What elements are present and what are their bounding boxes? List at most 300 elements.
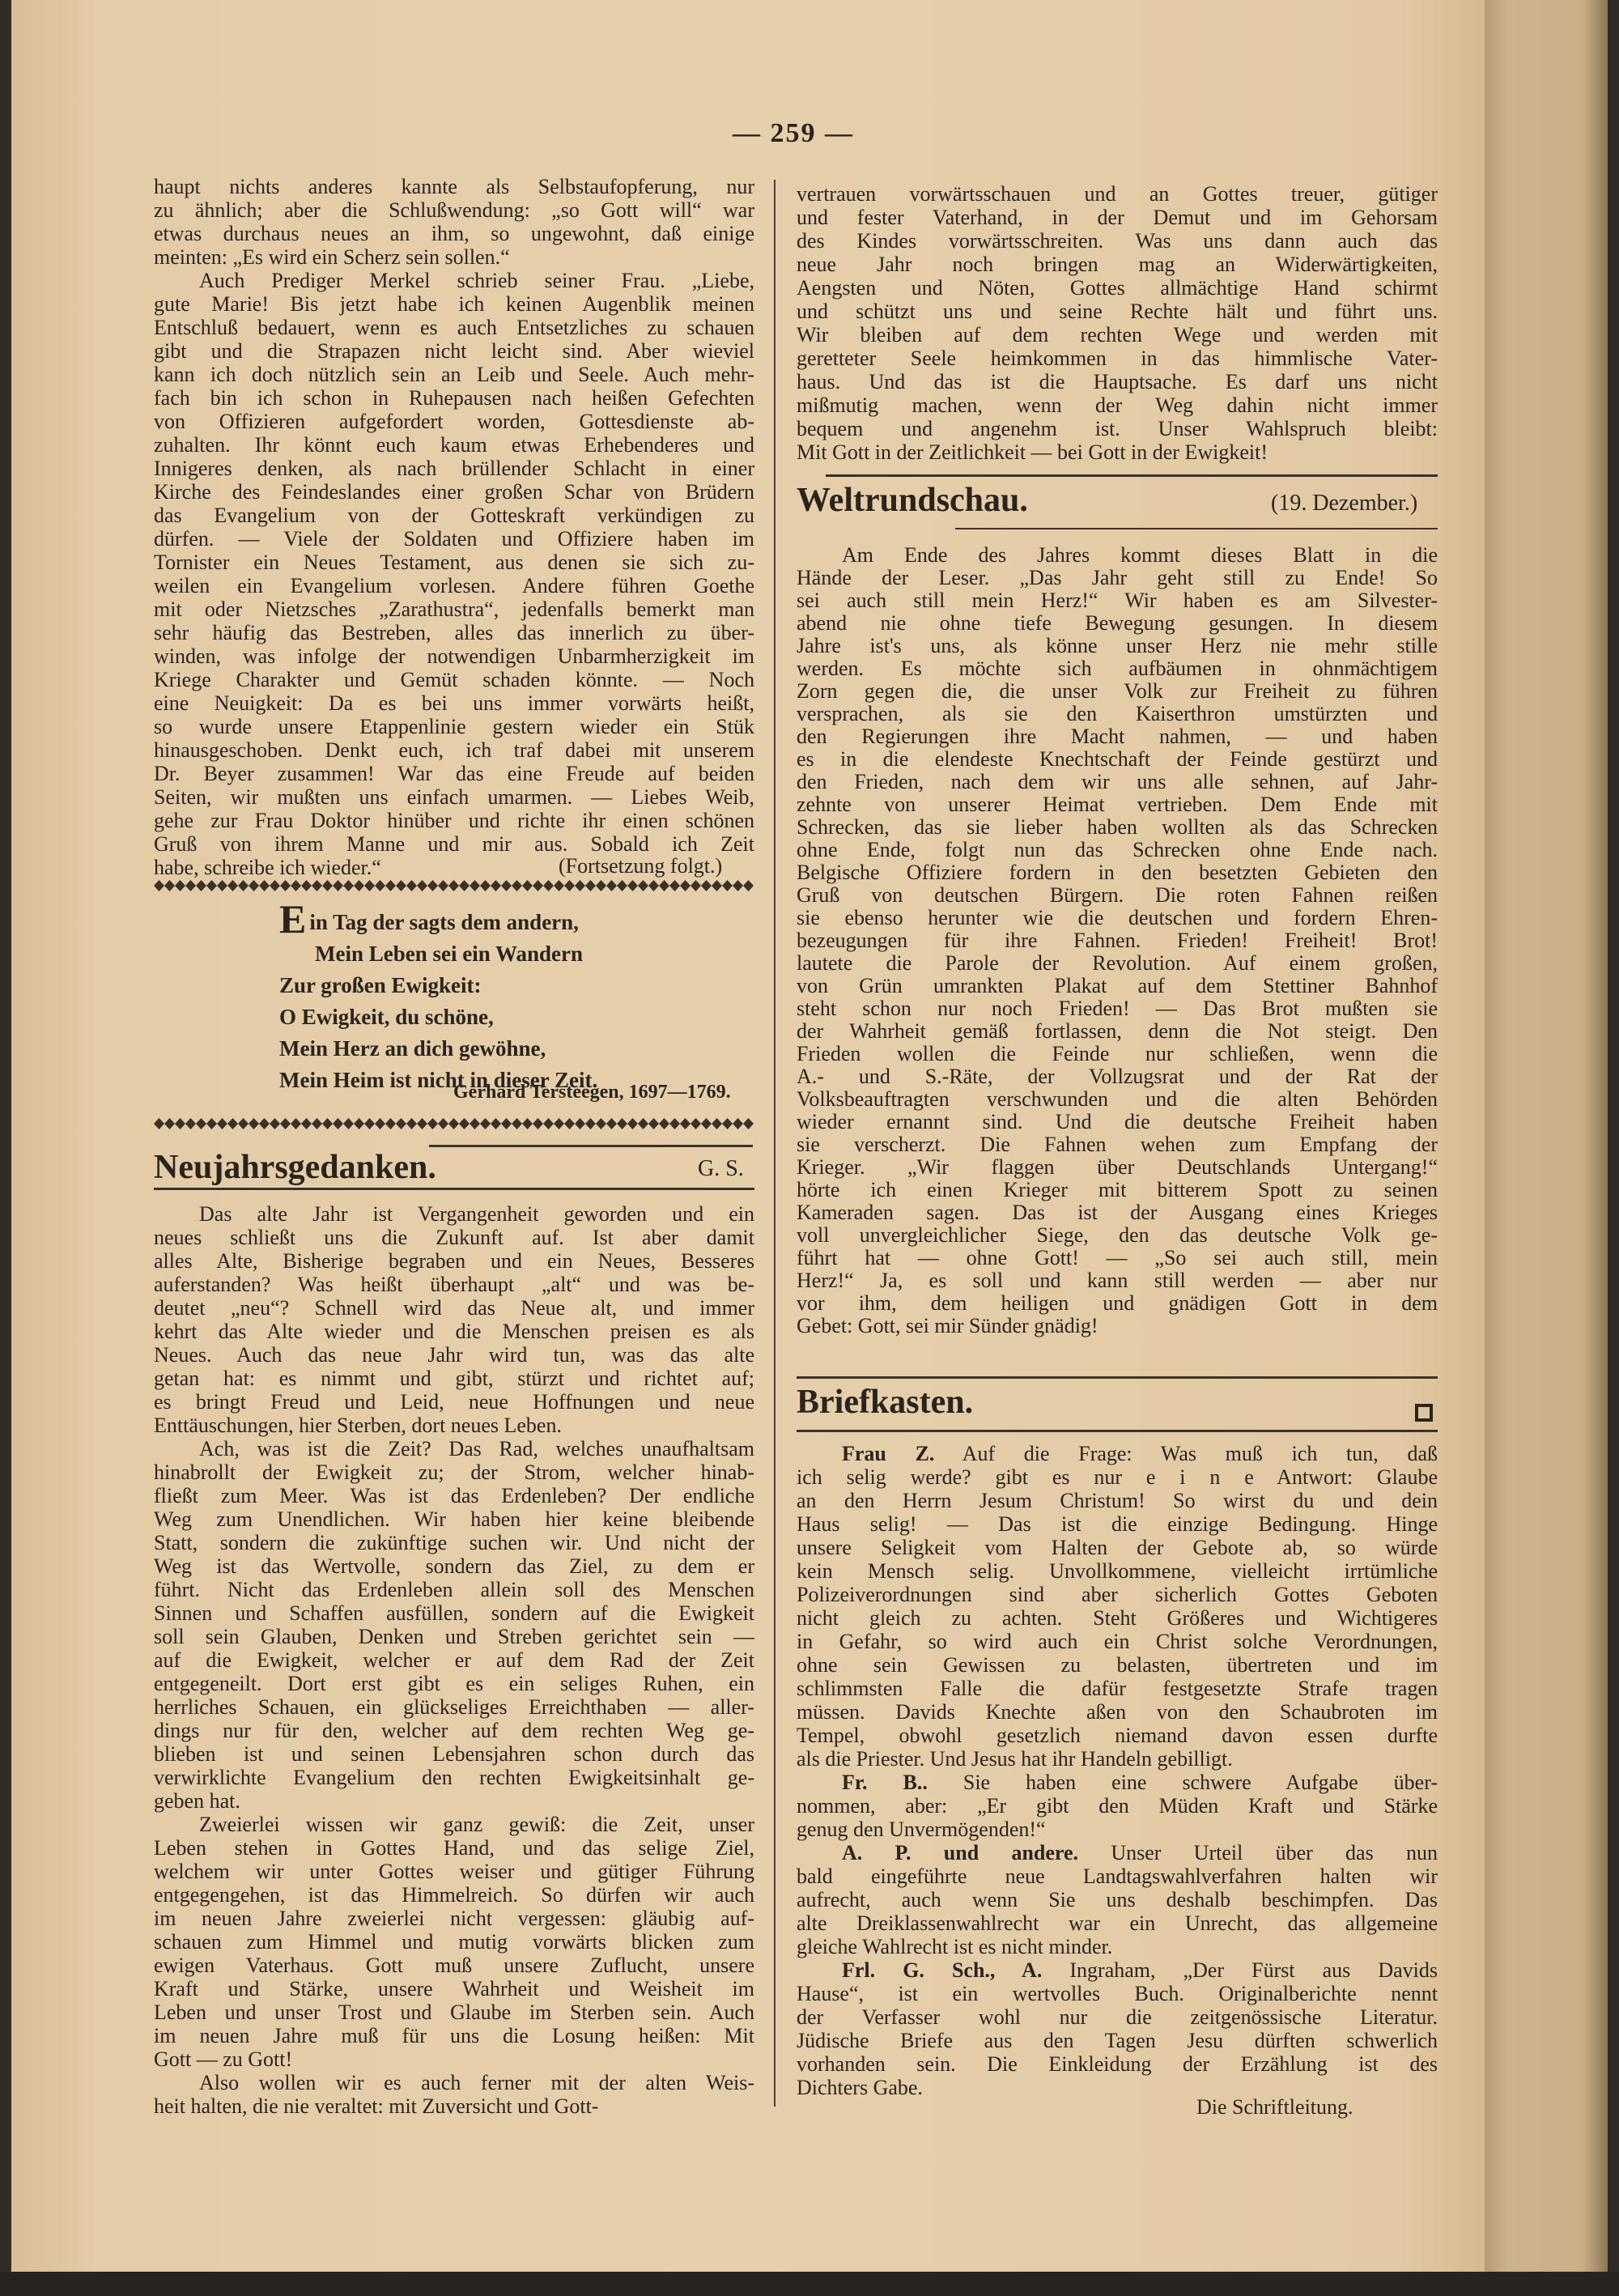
serial-continuation [154, 175, 754, 879]
diamond-ornament [364, 1118, 375, 1129]
text-line: im neuen Jahre zweierlei nicht vergessen: gläubig auf- [154, 1907, 754, 1930]
diamond-ornament [533, 1118, 543, 1129]
text-line: Zorn gegen die, die unser Volk zur Freiheit zu führen [797, 679, 1438, 703]
diamond-ornament [512, 1118, 522, 1129]
diamond-ornament [164, 1118, 175, 1129]
diamond-ornament [733, 880, 743, 891]
text-line: zuhalten. Ihr könnt euch kaum etwas Erhebenderes und [154, 433, 754, 457]
text-line: Haus selig! — Das ist die einzige Bedingung. Hinge [797, 1512, 1438, 1536]
diamond-ornament [396, 1118, 406, 1129]
text-line: getan hat: es nimmt und gibt, stürzt und richtet auf; [154, 1367, 754, 1390]
letter-recipient: A. P. und andere. [842, 1841, 1079, 1864]
diamond-ornament [733, 1118, 743, 1129]
text-line: gute Marie! Bis jetzt habe ich keinen Augenblik meinen [154, 292, 754, 316]
text-line: vorhanden sein. Die Einkleidung der Erzählung ist des [797, 2052, 1438, 2076]
text-line: ohne Ende, folgt nun das Schrecken ohne Ende nach. [797, 838, 1438, 861]
text-line: verwirklichte Evangelium den rechten Ewigkeitsinhalt ge- [154, 1766, 754, 1789]
text-line: winden, was infolge der notwendigen Unbarmherzigkeit im [154, 644, 754, 668]
scan-background [0, 2272, 1619, 2296]
text-line: der Verfasser wohl nur die zeitgenössische Literatur. [797, 2005, 1438, 2029]
poem-line: Mein Herz an dich gewöhne, [279, 1036, 546, 1061]
text-line: den Frieden, nach dem wir uns alle sehnen, auf Jahr- [797, 770, 1438, 793]
text-line: Sinnen und Schaffen ausfüllen, sondern auf die Ewigkeit [154, 1601, 754, 1625]
text-line: als die Priester. Und Jesus hat ihr Handeln gebilligt. [797, 1747, 1233, 1771]
diamond-ornament [512, 880, 522, 891]
diamond-ornament [659, 1118, 669, 1129]
text-line: Krieger. „Wir flaggen über Deutschlands Untergang!“ [797, 1155, 1438, 1179]
letter-recipient: Frl. G. Sch., A. [842, 1958, 1043, 1982]
diamond-ornament [564, 1118, 575, 1129]
diamond-ornament [638, 1118, 648, 1129]
diamond-ornament [385, 1118, 396, 1129]
diamond-ornament [712, 880, 722, 891]
column-divider [774, 180, 776, 2107]
text-line: heit halten, die nie veraltet: mit Zuversicht und Gott- [154, 2094, 599, 2118]
text-line: Herz!“ Ja, es soll und kann still werden — aber nur [797, 1269, 1438, 1292]
diamond-ornament [238, 880, 249, 891]
text-line: dings nur für den, welcher auf dem rechten Weg ge- [154, 1719, 754, 1742]
text-line: führt. Nicht das Erdenleben allein soll des Menschen [154, 1578, 754, 1601]
diamond-ornament [364, 880, 375, 891]
text-line: abend nie ohne tiefe Bewegung gesungen. In diesem [797, 611, 1438, 635]
diamond-ornament [564, 880, 575, 891]
diamond-ornament [427, 880, 438, 891]
diamond-ornament [648, 1118, 659, 1129]
text-line: an den Herrn Jesum Christum! So wirst du und dein [797, 1489, 1438, 1512]
diamond-ornament [691, 1118, 701, 1129]
diamond-ornament [291, 880, 301, 891]
diamond-ornament [701, 880, 712, 891]
text-line: Leben und unser Trost und Glaube im Sterben sein. Auch [154, 2000, 754, 2024]
text-line: vertrauen vorwärtsschauen und an Gottes treuer, gütiger [797, 182, 1438, 206]
text-line: meinten: „Es wird ein Scherz sein sollen.“ [154, 245, 510, 269]
diamond-ornament [227, 880, 238, 891]
poem-line: Mein Heim ist nicht in dieser Zeit. [279, 1068, 598, 1092]
diamond-ornament [585, 1118, 596, 1129]
section-rule [797, 1376, 1438, 1379]
diamond-ornament [406, 880, 417, 891]
diamond-ornament [238, 1118, 249, 1129]
text-line: fach bin ich schon in Ruhepausen nach heißen Gefechten [154, 386, 754, 410]
text-line: Jahre ist's uns, als könne unser Herz nie mehr stille [797, 634, 1438, 657]
text-line: Tempel, obwohl gesetzlich niemand davon essen durfte [797, 1724, 1438, 1747]
text-line: Neues. Auch das neue Jahr wird tun, was das alte [154, 1343, 754, 1367]
poem-line: O Ewigkeit, du schöne, [279, 1005, 494, 1029]
text-line: Auch Prediger Merkel schrieb seiner Frau. „Liebe, [199, 269, 754, 292]
text-line: nommen, aber: „Er gibt den Müden Kraft und Stärke [797, 1794, 1438, 1818]
text-line: neues schließt uns die Zukunft auf. Ist aber damit [154, 1226, 754, 1249]
diamond-ornament [680, 1118, 691, 1129]
diamond-ornament [322, 1118, 333, 1129]
text-line: kein Mensch selig. Unvollkommene, vielleicht irrtümliche [797, 1559, 1438, 1583]
diamond-ornament [206, 1118, 217, 1129]
text-line: Seiten, wir mußten uns einfach umarmen. — Liebes Weib, [154, 785, 754, 809]
text-line: etwas durchaus neues an ihm, so ungewohnt, daß einige [154, 222, 754, 245]
diamond-ornament [617, 1118, 627, 1129]
diamond-ornament [343, 880, 354, 891]
text-line [797, 1841, 1438, 1864]
text-line: müssen. Davids Knechte aßen von den Schaubroten im [797, 1700, 1438, 1724]
text-line: Entschluß bedauert, wenn es auch Entsetzliches zu schauen [154, 316, 754, 339]
diamond-ornament [691, 880, 701, 891]
diamond-ornament [280, 1118, 291, 1129]
diamond-ornament [280, 880, 291, 891]
diamond-ornament [154, 880, 164, 891]
text-line: Weg ist das Wertvolle, sondern das Ziel, zu dem er [154, 1554, 754, 1578]
diamond-ornament [470, 880, 480, 891]
diamond-ornament [185, 1118, 196, 1129]
diamond-ornament [617, 880, 627, 891]
text-line: Jüdische Briefe aus den Tagen Jesu dürften schwerlich [797, 2029, 1438, 2052]
text-line-content: Auf die Frage: Was muß ich tun, daß [962, 1442, 1438, 1465]
section-date: (19. Dezember.) [1271, 491, 1418, 516]
text-line: von Offizieren aufgefordert worden, Gottesdienste ab- [154, 410, 754, 433]
section-rule [826, 474, 1438, 477]
text-line: Volksbeauftragten verschwunden und die alten Behörden [797, 1087, 1438, 1111]
diamond-ornament [217, 1118, 227, 1129]
diamond-ornament [175, 1118, 185, 1129]
text-line: vor ihm, dem heiligen und gnädigen Gott in dem [797, 1291, 1438, 1315]
text-line: herrliches Schauen, ein glückseliges Erreichthaben — aller- [154, 1695, 754, 1719]
text-line: ohne sein Gewissen zu belasten, übertreten und im [797, 1653, 1438, 1677]
text-line: bezeugungen für ihre Fahnen. Frieden! Freiheit! Brot! [797, 929, 1438, 952]
text-line: neue Jahr noch bringen mag an Widerwärtigkeiten, [797, 253, 1438, 276]
text-line: mit oder Nietzsches „Zarathustra“, jedenfalls bemerkt man [154, 597, 754, 621]
text-line: schlimmsten Falle die dafür festgesetzte Strafe tragen [797, 1677, 1438, 1700]
diamond-ornament [312, 880, 322, 891]
diamond-ornament [575, 1118, 585, 1129]
diamond-ornament [164, 880, 175, 891]
text-line: gleiche Wahlrecht ist es nicht minder. [797, 1935, 1113, 1958]
text-line: sei auch still mein Herz!“ Wir haben es am Silvester- [797, 589, 1438, 612]
diamond-ornament [648, 880, 659, 891]
text-line: es in die elendeste Knechtschaft der Feinde gestürzt und [797, 747, 1438, 771]
poem-author: Gerhard Tersteegen, 1697—1769. [453, 1082, 731, 1103]
text-line: haus. Und das ist die Hauptsache. Es darf uns nicht [797, 370, 1438, 393]
text-line: Kirche des Feindeslandes einer großen Schar von Brüdern [154, 480, 754, 504]
text-line: aufrecht, auch wenn Sie uns deshalb beschimpfen. Das [797, 1888, 1438, 1911]
text-line: hinausgeschoben. Denkt euch, ich traf dabei mit unserem [154, 738, 754, 762]
article-title: Neujahrsgedanken. [154, 1149, 436, 1186]
text-line: alte Dreiklassenwahlrecht war ein Unrecht, das allgemeine [797, 1911, 1438, 1935]
briefkasten-body [797, 1442, 1438, 2099]
text-line: hinabrollt der Ewigkeit zu; der Strom, welcher hinab- [154, 1461, 754, 1484]
diamond-ornament [533, 880, 543, 891]
text-line: genug den Unvermögenden!“ [797, 1818, 1046, 1841]
text-line-content: Ingraham, „Der Fürst aus Davids [1069, 1958, 1438, 1982]
diamond-ornament [722, 880, 733, 891]
diamond-ornament [270, 1118, 280, 1129]
poem [279, 896, 733, 1096]
text-line [797, 1442, 1438, 1465]
diamond-ornament [596, 1118, 606, 1129]
diamond-ornament [375, 1118, 385, 1129]
page-number: — 259 — [733, 118, 854, 148]
text-line: werden. Es möchte sich aufbäumen in ohnmächtigem [797, 657, 1438, 680]
text-line: Leben stehen in Gottes Hand, und das selige Ziel, [154, 1836, 754, 1860]
text-line: Ach, was ist die Zeit? Das Rad, welches unaufhaltsam [199, 1437, 754, 1461]
diamond-ornament [396, 880, 406, 891]
text-line: mißmutig machen, wenn der Weg dahin nicht immer [797, 393, 1438, 417]
diamond-ornament [259, 880, 270, 891]
section-rule [955, 528, 1438, 529]
diamond-ornament [627, 1118, 638, 1129]
text-line: soll sein Glauben, Denken und Streben gerichtet sein — [154, 1625, 754, 1648]
diamond-ornament [480, 880, 491, 891]
diamond-ornament [375, 880, 385, 891]
text-line: es bringt Freud und Leid, neue Hoffnungen und neue [154, 1390, 754, 1414]
diamond-ornament [154, 1118, 164, 1129]
article-body [154, 1202, 754, 2118]
diamond-ornament [585, 880, 596, 891]
text-line: auferstanden? Was heißt überhaupt „alt“ und was be- [154, 1273, 754, 1296]
section-title-briefkasten: Briefkasten. [797, 1384, 974, 1421]
text-line: Gott — zu Gott! [154, 2047, 293, 2071]
diamond-ornament [722, 1118, 733, 1129]
diamond-ornament [659, 880, 669, 891]
text-line: entgegengehen, ist das Himmelreich. So dürfen wir auch [154, 1883, 754, 1907]
article-byline: G. S. [698, 1156, 744, 1181]
diamond-ornament [743, 880, 754, 891]
diamond-ornament [554, 880, 564, 891]
text-line: Mit Gott in der Zeitlichkeit — bei Gott in der Ewigkeit! [797, 440, 1268, 464]
ornamental-border [154, 1117, 754, 1130]
diamond-ornament [543, 880, 554, 891]
ornamental-border [154, 879, 754, 892]
text-line: geben hat. [154, 1789, 240, 1813]
diamond-ornament [417, 1118, 427, 1129]
diamond-ornament [249, 1118, 259, 1129]
text-line: Gruß von ihrem Manne und mir aus. Sobald ich Zeit [154, 832, 754, 856]
diamond-ornament [301, 1118, 312, 1129]
poem-line: Mein Leben sei ein Wandern [315, 942, 584, 966]
text-line: zehnte von unserer Heimat vertrieben. Dem Ende mit [797, 793, 1438, 816]
poem-line: Zur großen Ewigkeit: [279, 973, 482, 997]
diamond-ornament [501, 1118, 512, 1129]
text-line: ich selig werde? gibt es nur e i n e Antwort: Glaube [797, 1465, 1438, 1489]
text-line: des Kindes vorwärtsschreiten. Was uns dann auch das [797, 229, 1438, 253]
text-line: Hände der Leser. „Das Jahr geht still zu Ende! So [797, 566, 1438, 589]
poem-line: in Tag der sagts dem andern, [309, 910, 579, 934]
diamond-ornament [354, 880, 364, 891]
diamond-ornament [606, 880, 617, 891]
text-line: Kameraden sagen. Das ist der Ausgang eines Krieges [797, 1201, 1438, 1224]
diamond-ornament [406, 1118, 417, 1129]
diamond-ornament [522, 1118, 533, 1129]
text-line: Hause“, ist ein wertvolles Buch. Originalberichte nennt [797, 1982, 1438, 2005]
diamond-ornament [470, 1118, 480, 1129]
text-line: deutet „neu“? Schnell wird das Neue alt, und immer [154, 1296, 754, 1320]
diamond-ornament [333, 880, 343, 891]
diamond-ornament [491, 880, 501, 891]
text-line: versprachen, als sie den Kaiserthron umstürzten und [797, 702, 1438, 725]
text-line: Kraft und Stärke, unsere Wahrheit und Weisheit im [154, 1977, 754, 2000]
text-line: und schützt uns und seine Rechte hält und führt uns. [797, 300, 1438, 323]
text-line: haupt nichts anderes kannte als Selbstaufopferung, nur [154, 175, 754, 198]
binding-edge [1485, 0, 1608, 2272]
text-line: schauen zum Himmel und mutig vorwärts blicken zum [154, 1930, 754, 1954]
text-line: den Regierungen ihre Macht nahmen, — und haben [797, 725, 1438, 748]
text-line: Wir bleiben auf dem rechten Wege und werden mit [797, 323, 1438, 347]
text-line: Das alte Jahr ist Vergangenheit geworden und ein [199, 1202, 754, 1226]
text-line: nicht gleich zu achten. Steht Größeres und Wichtigeres [797, 1606, 1438, 1630]
text-line: alles Alte, Bisherige begraben und ein Neues, Besseres [154, 1249, 754, 1273]
text-line [797, 1958, 1438, 1982]
text-line: Kriege Charakter und Gemüt schaden könnte. — Noch [154, 668, 754, 691]
text-line: gehe zur Frau Doktor hinüber und richte ihr einen schönen [154, 809, 754, 832]
text-line: Aengsten und Nöten, Gottes allmächtige Hand schirmt [797, 276, 1438, 300]
text-line: Dr. Beyer zusammen! War das eine Freude auf beiden [154, 762, 754, 785]
letter-recipient: Frau Z. [842, 1442, 935, 1465]
text-line: zu ähnlich; aber die Schlußwendung: „so Gott will“ war [154, 198, 754, 222]
text-line: Dichters Gabe. [797, 2076, 923, 2099]
diamond-ornament [638, 880, 648, 891]
diamond-ornament [680, 880, 691, 891]
diamond-ornament [196, 1118, 206, 1129]
diamond-ornament [701, 1118, 712, 1129]
diamond-ornament [627, 880, 638, 891]
text-line: blieben ist und seinen Lebensjahren schon durch das [154, 1742, 754, 1766]
diamond-ornament [480, 1118, 491, 1129]
diamond-ornament [333, 1118, 343, 1129]
text-line: und fester Vaterhand, in der Demut und im Gehorsam [797, 206, 1438, 229]
diamond-ornament [417, 880, 427, 891]
text-line: Zweierlei wissen wir ganz gewiß: die Zeit, unser [199, 1813, 754, 1836]
text-line: Weg zum Unendlichen. Wir haben hier keine bleibende [154, 1507, 754, 1531]
text-line: habe, schreibe ich wieder.“ [154, 856, 381, 879]
diamond-ornament [343, 1118, 354, 1129]
text-line: Tornister ein Neues Testament, aus denen sie sich zu- [154, 551, 754, 574]
text-line-content: Sie haben eine schwere Aufgabe über- [962, 1771, 1438, 1794]
text-line: Frieden wollen die Feinde nur schließen, wenn die [797, 1042, 1438, 1065]
diamond-ornament [596, 880, 606, 891]
diamond-ornament [606, 1118, 617, 1129]
text-line: lautete die Parole der Revolution. Auf einem großen, [797, 951, 1438, 975]
text-line [797, 1771, 1438, 1794]
diamond-ornament [185, 880, 196, 891]
diamond-ornament [301, 880, 312, 891]
text-line: Also wollen wir es auch ferner mit der alten Weis- [199, 2071, 754, 2094]
diamond-ornament [385, 880, 396, 891]
text-line: von Grün umrankten Plakat auf dem Stettiner Bahnhof [797, 974, 1438, 997]
diamond-ornament [669, 1118, 680, 1129]
diamond-ornament [448, 1118, 459, 1129]
diamond-ornament [291, 1118, 301, 1129]
text-line: Polizeiverordnungen sind aber sicherlich Gottes Geboten [797, 1583, 1438, 1606]
text-line: bequem und angenehm ist. Unser Wahlspruch bleibt: [797, 417, 1438, 440]
diamond-ornament [427, 1118, 438, 1129]
diamond-ornament [522, 880, 533, 891]
section-rule [429, 1145, 753, 1147]
diamond-ornament [322, 880, 333, 891]
section-title-weltrundschau: Weltrundschau. [797, 482, 1028, 519]
square-icon [1415, 1404, 1433, 1422]
text-line-content: Unser Urteil über das nun [1111, 1841, 1438, 1864]
diamond-ornament [501, 880, 512, 891]
text-line: dürfen. — Viele der Soldaten und Offiziere haben im [154, 527, 754, 551]
text-line: in Gefahr, so wird auch ein Christ solche Verordnungen, [797, 1630, 1438, 1653]
diamond-ornament [543, 1118, 554, 1129]
text-line: steht schon nur noch Frieden! — Das Brot mußten sie [797, 997, 1438, 1020]
text-line: Enttäuschungen, hier Sterben, dort neues Leben. [154, 1414, 562, 1437]
diamond-ornament [712, 1118, 722, 1129]
diamond-ornament [227, 1118, 238, 1129]
text-line: sie verscherzt. Die Fahnen wehen zum Empfang der [797, 1133, 1438, 1156]
text-line: A.- und S.-Räte, der Vollzugsrat und der Rat der [797, 1065, 1438, 1088]
text-line: so wurde unsere Etappenlinie gestern wieder ein Stük [154, 715, 754, 738]
text-line: hörte ich einen Krieger mit bitterem Spott zu seinen [797, 1178, 1438, 1201]
text-line: voll unvergleichlicher Siege, den das deutsche Volk ge- [797, 1223, 1438, 1247]
diamond-ornament [575, 880, 585, 891]
diamond-ornament [459, 1118, 470, 1129]
diamond-ornament [270, 880, 280, 891]
text-line: weilen ein Evangelium vorlesen. Andere führen Goethe [154, 574, 754, 597]
diamond-ornament [448, 880, 459, 891]
diamond-ornament [491, 1118, 501, 1129]
diamond-ornament [438, 1118, 448, 1129]
text-line: kehrt das Alte wieder und die Menschen preisen es als [154, 1320, 754, 1343]
text-line: auf die Ewigkeit, welcher er auf dem Rad der Zeit [154, 1648, 754, 1672]
text-line: sehr häufig das Bestreben, alles das innerlich zu über- [154, 621, 754, 644]
text-line: der Wahrheit gemäß fortlassen, denn die Not steigt. Den [797, 1019, 1438, 1043]
diamond-ornament [354, 1118, 364, 1129]
text-line: Am Ende des Jahres kommt dieses Blatt in die [842, 543, 1438, 567]
diamond-ornament [249, 880, 259, 891]
text-line: geretteter Seele heimkommen in das himmlische Vater- [797, 347, 1438, 370]
diamond-ornament [438, 880, 448, 891]
text-line: Innigeres denken, als nach brüllender Schlacht in einer [154, 457, 754, 480]
letter-recipient: Fr. B.. [842, 1771, 928, 1794]
text-line: wieder ernannt sind. Und die deutsche Freiheit haben [797, 1110, 1438, 1133]
continued-note: (Fortsetzung folgt.) [559, 854, 723, 878]
diamond-ornament [669, 880, 680, 891]
diamond-ornament [312, 1118, 322, 1129]
text-line: gibt und die Strapazen nicht leicht sind. Aber wieviel [154, 339, 754, 363]
diamond-ornament [259, 1118, 270, 1129]
diamond-ornament [554, 1118, 564, 1129]
text-line: welchem wir unter Gottes weiser und gütiger Führung [154, 1860, 754, 1883]
poem-dropcap: E [279, 896, 307, 942]
diamond-ornament [175, 880, 185, 891]
diamond-ornament [206, 880, 217, 891]
diamond-ornament [217, 880, 227, 891]
text-line: entgegeneilt. Dort erst gibt es ein seliges Ruhen, ein [154, 1672, 754, 1695]
text-line: führt hat — ohne Gott! — „So sei auch still, mein [797, 1246, 1438, 1269]
text-line: das Evangelium von der Gotteskraft verkündigen zu [154, 504, 754, 527]
text-line: Belgische Offiziere fordern in den besetzten Gebieten den [797, 861, 1438, 884]
text-line: Gruß von deutschen Bürgern. Die roten Fahnen reißen [797, 883, 1438, 907]
article-body-continued [797, 182, 1438, 464]
weltrundschau-body [797, 544, 1438, 1337]
section-rule [797, 1430, 1438, 1432]
section-rule [154, 1188, 754, 1190]
text-line: Schrecken, das sie lieber haben wollten als das Schrecken [797, 815, 1438, 839]
text-line: eine Neuigkeit: Da es bei uns immer vorwärts heißt, [154, 691, 754, 715]
text-line: bald eingeführte neue Landtagswahlverfahren halten wir [797, 1864, 1438, 1888]
text-line: unsere Seligkeit vom Halten der Gebote ab, so würde [797, 1536, 1438, 1559]
text-line: im neuen Jahre muß für uns die Losung heißen: Mit [154, 2024, 754, 2047]
diamond-ornament [196, 880, 206, 891]
text-line: kann ich doch nützlich sein an Leib und Seele. Auch mehr- [154, 363, 754, 386]
text-line: fließt zum Meer. Was ist das Erdenleben? Der endliche [154, 1484, 754, 1507]
text-line: ewigen Vaterhaus. Gott muß unsere Zuflucht, unsere [154, 1954, 754, 1977]
diamond-ornament [459, 880, 470, 891]
signature: Die Schriftleitung. [1196, 2095, 1353, 2119]
text-line: sie ebenso herunter wie die deutschen und fordern Ehren- [797, 906, 1438, 929]
diamond-ornament [743, 1118, 754, 1129]
text-line: Gebet: Gott, sei mir Sünder gnädig! [797, 1314, 1098, 1337]
text-line: Statt, sondern die zukünftige suchen wir. Und nicht der [154, 1531, 754, 1554]
